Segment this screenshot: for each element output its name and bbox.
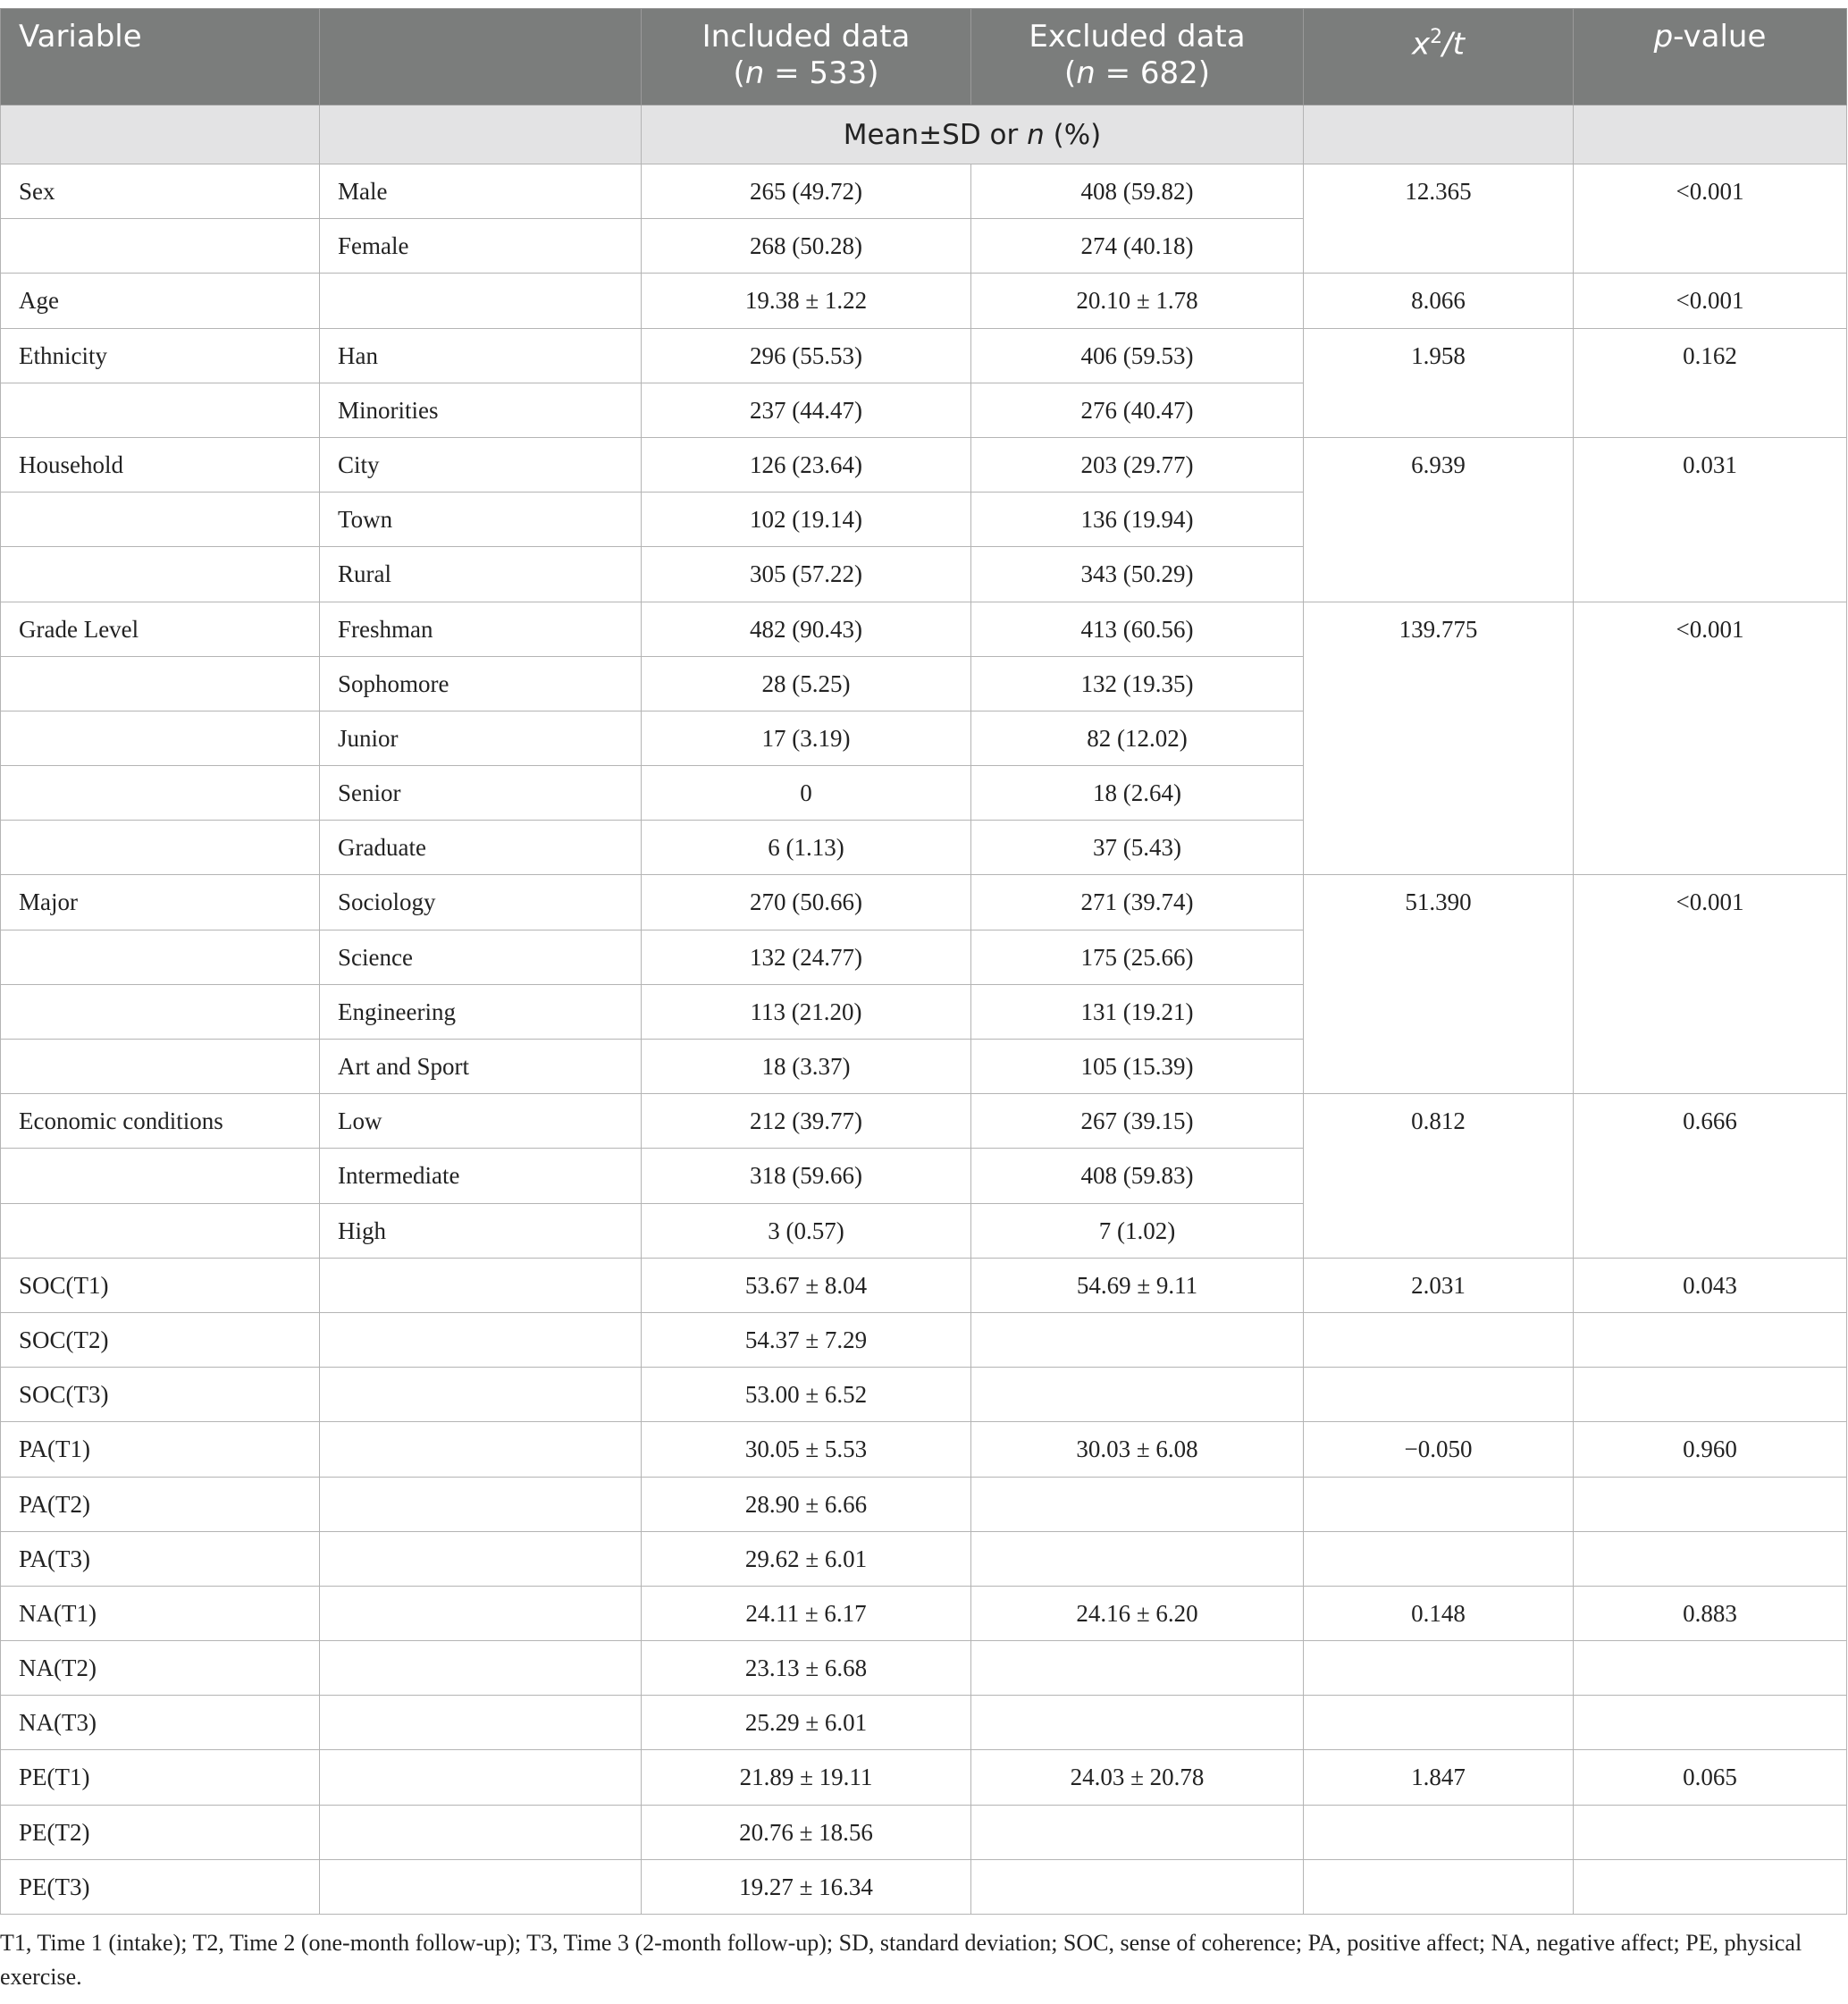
- variable-cell: [1, 821, 320, 875]
- included-cell: 270 (50.66): [642, 875, 971, 930]
- excluded-cell: 274 (40.18): [971, 219, 1304, 274]
- table-row: [1, 875, 1847, 930]
- table-row: [1, 1805, 1847, 1859]
- included-cell: 482 (90.43): [642, 602, 971, 656]
- table-row: [1, 274, 1847, 328]
- variable-cell: [1, 1203, 320, 1258]
- variable-cell: PA(T1): [1, 1422, 320, 1477]
- subheader-empty-2: [320, 105, 642, 164]
- excluded-cell: 203 (29.77): [971, 437, 1304, 492]
- excluded-cell: [971, 1368, 1304, 1422]
- table-row: [1, 1477, 1847, 1531]
- statistic-cell: 0.148: [1304, 1586, 1574, 1640]
- header-statistic: $x^2/t$: [1304, 9, 1574, 105]
- included-cell: 19.38 ± 1.22: [642, 274, 971, 328]
- subheader-row: [1, 105, 1847, 164]
- p-value-cell: [1574, 1805, 1847, 1859]
- category-cell: Senior: [320, 766, 642, 821]
- header-included: Included data (n = 533): [642, 9, 971, 105]
- p-value-cell: [1574, 1531, 1847, 1586]
- p-value-cell: [1574, 1696, 1847, 1750]
- statistic-cell: 1.958: [1304, 328, 1574, 437]
- excluded-cell: [971, 1477, 1304, 1531]
- variable-cell: PE(T3): [1, 1859, 320, 1914]
- statistic-cell: 12.365: [1304, 164, 1574, 274]
- excluded-cell: 276 (40.47): [971, 383, 1304, 437]
- statistic-cell: [1304, 1696, 1574, 1750]
- p-value-cell: 0.043: [1574, 1258, 1847, 1312]
- category-cell: High: [320, 1203, 642, 1258]
- category-cell: [320, 1422, 642, 1477]
- variable-cell: [1, 711, 320, 765]
- excluded-cell: 136 (19.94): [971, 493, 1304, 547]
- included-cell: 17 (3.19): [642, 711, 971, 765]
- statistic-cell: 51.390: [1304, 875, 1574, 1094]
- excluded-cell: 24.16 ± 6.20: [971, 1586, 1304, 1640]
- variable-cell: NA(T3): [1, 1696, 320, 1750]
- variable-cell: NA(T2): [1, 1641, 320, 1696]
- p-value-cell: 0.883: [1574, 1586, 1847, 1640]
- category-cell: [320, 1312, 642, 1367]
- included-cell: 0: [642, 766, 971, 821]
- table-body: [1, 164, 1847, 1915]
- variable-cell: [1, 1040, 320, 1094]
- included-cell: 318 (59.66): [642, 1149, 971, 1203]
- included-cell: 237 (44.47): [642, 383, 971, 437]
- p-value-cell: <0.001: [1574, 875, 1847, 1094]
- variable-cell: SOC(T2): [1, 1312, 320, 1367]
- included-cell: 24.11 ± 6.17: [642, 1586, 971, 1640]
- statistic-cell: [1304, 1805, 1574, 1859]
- variable-cell: NA(T1): [1, 1586, 320, 1640]
- table-row: [1, 437, 1847, 492]
- p-value-cell: <0.001: [1574, 274, 1847, 328]
- table-row: [1, 1641, 1847, 1696]
- excluded-cell: [971, 1859, 1304, 1914]
- p-value-cell: [1574, 1859, 1847, 1914]
- included-cell: 268 (50.28): [642, 219, 971, 274]
- category-cell: [320, 1750, 642, 1805]
- table-row: [1, 1859, 1847, 1914]
- variable-cell: [1, 1149, 320, 1203]
- category-cell: Han: [320, 328, 642, 383]
- header-p-value: p-value: [1574, 9, 1847, 105]
- variable-cell: [1, 383, 320, 437]
- p-value-cell: 0.960: [1574, 1422, 1847, 1477]
- excluded-cell: [971, 1641, 1304, 1696]
- statistic-cell: [1304, 1477, 1574, 1531]
- variable-cell: [1, 493, 320, 547]
- statistic-cell: 6.939: [1304, 437, 1574, 602]
- excluded-cell: 30.03 ± 6.08: [971, 1422, 1304, 1477]
- included-cell: 296 (55.53): [642, 328, 971, 383]
- excluded-cell: 132 (19.35): [971, 656, 1304, 711]
- excluded-cell: 7 (1.02): [971, 1203, 1304, 1258]
- variable-cell: [1, 547, 320, 602]
- category-cell: Intermediate: [320, 1149, 642, 1203]
- category-cell: Graduate: [320, 821, 642, 875]
- variable-cell: Ethnicity: [1, 328, 320, 383]
- statistic-cell: [1304, 1531, 1574, 1586]
- statistic-cell: 2.031: [1304, 1258, 1574, 1312]
- included-cell: 30.05 ± 5.53: [642, 1422, 971, 1477]
- variable-cell: PE(T2): [1, 1805, 320, 1859]
- statistic-cell: −0.050: [1304, 1422, 1574, 1477]
- statistic-cell: 8.066: [1304, 274, 1574, 328]
- excluded-cell: 37 (5.43): [971, 821, 1304, 875]
- included-cell: 19.27 ± 16.34: [642, 1859, 971, 1914]
- excluded-cell: 267 (39.15): [971, 1094, 1304, 1149]
- category-cell: Junior: [320, 711, 642, 765]
- included-cell: 54.37 ± 7.29: [642, 1312, 971, 1367]
- excluded-cell: 131 (19.21): [971, 984, 1304, 1039]
- excluded-cell: 343 (50.29): [971, 547, 1304, 602]
- table-row: [1, 328, 1847, 383]
- category-cell: [320, 1531, 642, 1586]
- variable-cell: [1, 219, 320, 274]
- included-cell: 23.13 ± 6.68: [642, 1641, 971, 1696]
- statistic-cell: [1304, 1368, 1574, 1422]
- excluded-cell: 24.03 ± 20.78: [971, 1750, 1304, 1805]
- p-value-cell: 0.031: [1574, 437, 1847, 602]
- p-value-cell: [1574, 1641, 1847, 1696]
- excluded-cell: 20.10 ± 1.78: [971, 274, 1304, 328]
- header-variable: Variable: [1, 9, 320, 105]
- included-cell: 265 (49.72): [642, 164, 971, 219]
- excluded-cell: 54.69 ± 9.11: [971, 1258, 1304, 1312]
- included-cell: 53.67 ± 8.04: [642, 1258, 971, 1312]
- table-row: [1, 1531, 1847, 1586]
- table-row: [1, 1750, 1847, 1805]
- variable-cell: [1, 766, 320, 821]
- included-cell: 53.00 ± 6.52: [642, 1368, 971, 1422]
- table-row: [1, 1422, 1847, 1477]
- variable-cell: PE(T1): [1, 1750, 320, 1805]
- included-cell: 28.90 ± 6.66: [642, 1477, 971, 1531]
- statistic-cell: 1.847: [1304, 1750, 1574, 1805]
- p-value-cell: 0.065: [1574, 1750, 1847, 1805]
- excluded-cell: 82 (12.02): [971, 711, 1304, 765]
- excluded-cell: [971, 1531, 1304, 1586]
- statistic-cell: [1304, 1641, 1574, 1696]
- category-cell: Male: [320, 164, 642, 219]
- category-cell: Rural: [320, 547, 642, 602]
- category-cell: [320, 274, 642, 328]
- category-cell: Sociology: [320, 875, 642, 930]
- category-cell: City: [320, 437, 642, 492]
- included-cell: 132 (24.77): [642, 930, 971, 984]
- table-row: [1, 602, 1847, 656]
- excluded-cell: 413 (60.56): [971, 602, 1304, 656]
- included-cell: 212 (39.77): [642, 1094, 971, 1149]
- variable-cell: Household: [1, 437, 320, 492]
- table-row: [1, 164, 1847, 219]
- excluded-cell: 408 (59.82): [971, 164, 1304, 219]
- excluded-cell: [971, 1312, 1304, 1367]
- category-cell: [320, 1368, 642, 1422]
- category-cell: [320, 1805, 642, 1859]
- variable-cell: Sex: [1, 164, 320, 219]
- table-row: [1, 1696, 1847, 1750]
- category-cell: Low: [320, 1094, 642, 1149]
- included-cell: 25.29 ± 6.01: [642, 1696, 971, 1750]
- variable-cell: [1, 930, 320, 984]
- included-cell: 102 (19.14): [642, 493, 971, 547]
- table-footnote: T1, Time 1 (intake); T2, Time 2 (one-month follow-up); T3, Time 3 (2-month follow-up); SD, standard deviation; SOC, sense of coherence; PA, positive affect; NA, negative affect; PE, physical exercise.: [0, 1930, 1802, 1990]
- category-cell: [320, 1258, 642, 1312]
- excluded-cell: [971, 1805, 1304, 1859]
- excluded-cell: 271 (39.74): [971, 875, 1304, 930]
- included-cell: 305 (57.22): [642, 547, 971, 602]
- statistic-cell: [1304, 1859, 1574, 1914]
- header-row: [1, 9, 1847, 105]
- category-cell: Town: [320, 493, 642, 547]
- p-value-cell: 0.666: [1574, 1094, 1847, 1259]
- header-category: [320, 9, 642, 105]
- category-cell: Female: [320, 219, 642, 274]
- variable-cell: Age: [1, 274, 320, 328]
- p-value-cell: <0.001: [1574, 164, 1847, 274]
- excluded-cell: 105 (15.39): [971, 1040, 1304, 1094]
- category-cell: [320, 1696, 642, 1750]
- excluded-cell: 175 (25.66): [971, 930, 1304, 984]
- excluded-cell: 408 (59.83): [971, 1149, 1304, 1203]
- included-cell: 113 (21.20): [642, 984, 971, 1039]
- variable-cell: [1, 656, 320, 711]
- included-cell: 18 (3.37): [642, 1040, 971, 1094]
- variable-cell: [1, 984, 320, 1039]
- variable-cell: Major: [1, 875, 320, 930]
- category-cell: [320, 1641, 642, 1696]
- statistic-cell: 0.812: [1304, 1094, 1574, 1259]
- included-cell: 21.89 ± 19.11: [642, 1750, 971, 1805]
- table-row: [1, 1312, 1847, 1367]
- variable-cell: SOC(T1): [1, 1258, 320, 1312]
- variable-cell: PA(T2): [1, 1477, 320, 1531]
- category-cell: Art and Sport: [320, 1040, 642, 1094]
- table-row: [1, 1368, 1847, 1422]
- included-cell: 3 (0.57): [642, 1203, 971, 1258]
- variable-cell: Economic conditions: [1, 1094, 320, 1149]
- category-cell: Freshman: [320, 602, 642, 656]
- p-value-cell: [1574, 1477, 1847, 1531]
- data-table: [0, 8, 1847, 1915]
- category-cell: Sophomore: [320, 656, 642, 711]
- p-value-cell: <0.001: [1574, 602, 1847, 875]
- included-cell: 6 (1.13): [642, 821, 971, 875]
- included-cell: 28 (5.25): [642, 656, 971, 711]
- subheader-units: Mean±SD or n (%): [642, 105, 1304, 164]
- variable-cell: SOC(T3): [1, 1368, 320, 1422]
- header-excluded: Excluded data (n = 682): [971, 9, 1304, 105]
- table-row: [1, 1258, 1847, 1312]
- variable-cell: PA(T3): [1, 1531, 320, 1586]
- excluded-cell: [971, 1696, 1304, 1750]
- excluded-cell: 406 (59.53): [971, 328, 1304, 383]
- p-value-cell: 0.162: [1574, 328, 1847, 437]
- table-row: [1, 1586, 1847, 1640]
- category-cell: [320, 1859, 642, 1914]
- category-cell: Science: [320, 930, 642, 984]
- variable-cell: Grade Level: [1, 602, 320, 656]
- included-cell: 20.76 ± 18.56: [642, 1805, 971, 1859]
- subheader-empty-3: [1304, 105, 1574, 164]
- statistic-cell: 139.775: [1304, 602, 1574, 875]
- p-value-cell: [1574, 1312, 1847, 1367]
- category-cell: Minorities: [320, 383, 642, 437]
- category-cell: [320, 1477, 642, 1531]
- included-cell: 29.62 ± 6.01: [642, 1531, 971, 1586]
- statistic-cell: [1304, 1312, 1574, 1367]
- subheader-empty-4: [1574, 105, 1847, 164]
- subheader-empty-1: [1, 105, 320, 164]
- included-cell: 126 (23.64): [642, 437, 971, 492]
- category-cell: [320, 1586, 642, 1640]
- p-value-cell: [1574, 1368, 1847, 1422]
- table-row: [1, 1094, 1847, 1149]
- category-cell: Engineering: [320, 984, 642, 1039]
- excluded-cell: 18 (2.64): [971, 766, 1304, 821]
